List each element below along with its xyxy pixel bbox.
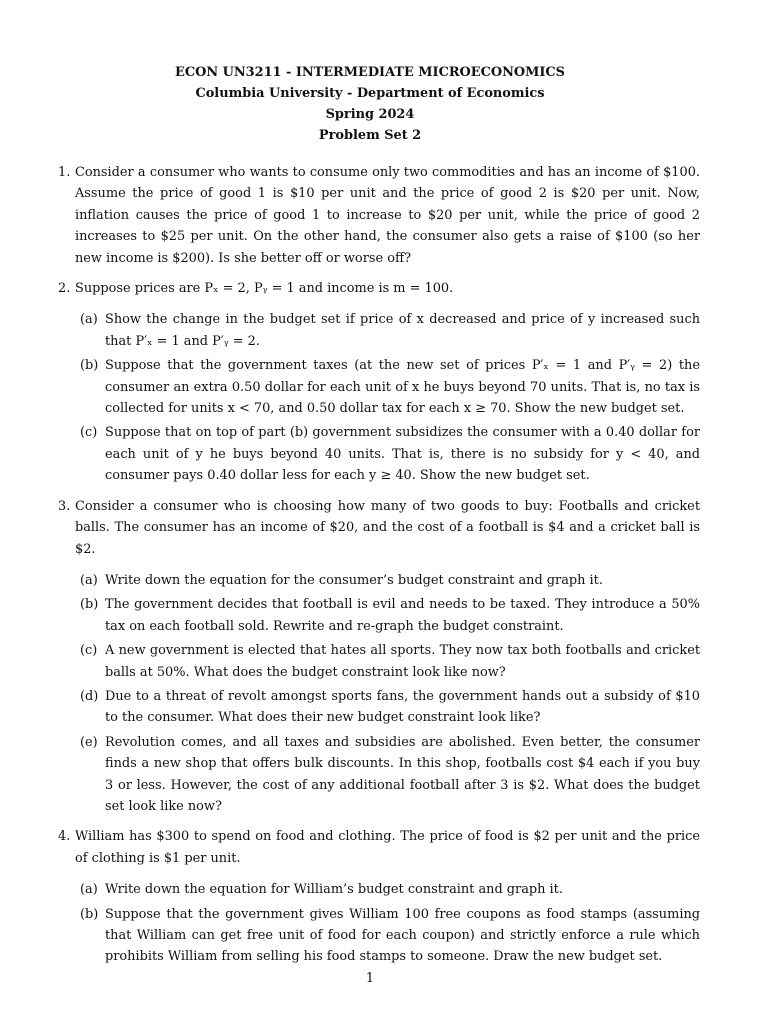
subpart-label: (b) xyxy=(80,358,99,374)
term: Spring 2024 xyxy=(325,107,415,122)
subpart-text: Write down the equation for the consumer’s budget constraint and graph it. xyxy=(105,572,603,588)
problem-text: Consider a consumer who wants to consume only two commodities and has an income of $100. Assume the price of good 1 is $10 per unit and the price of good 2 is $20 per unit. Now, inflation causes the price of good 1 to increase to $20 per unit, while the price of good 2 increases to $25 per unit. On the other hand, the consumer also gets a raise of $100 (so her new income is $200). Is she better off or worse off? xyxy=(75,165,700,266)
subpart-text: Show the change in the budget set if price of x decreased and price of y increased such that P′ₓ = 1 and P′ᵧ = 2. xyxy=(105,312,700,349)
problem-1 xyxy=(58,162,700,269)
subpart-label: (a) xyxy=(80,572,98,588)
subpart-label: (a) xyxy=(80,312,98,328)
subpart-text: Write down the equation for William’s budget constraint and graph it. xyxy=(105,882,563,898)
problem-text: Consider a consumer who is choosing how many of two goods to buy: Footballs and cricket balls. The consumer has an income of $20, and the cost of a football is $4 and a cricket ball is $2. xyxy=(75,498,700,557)
subpart-label: (a) xyxy=(80,882,98,898)
subpart-text: The government decides that football is evil and needs to be taxed. They introduce a 50% tax on each football sold. Rewrite and re-graph the budget constraint. xyxy=(105,597,700,634)
subpart-list xyxy=(75,309,700,486)
university-name: Columbia University - Department of Economics xyxy=(195,86,545,101)
problem-number: 2. xyxy=(58,281,71,297)
title-block xyxy=(0,62,740,146)
course-title: ECON UN3211 - INTERMEDIATE MICROECONOMICS xyxy=(175,65,565,80)
subpart-text: A new government is elected that hates all sports. They now tax both footballs and cricket balls at 50%. What does the budget constraint look like now? xyxy=(105,643,700,680)
page-number: 1 xyxy=(365,971,375,986)
subpart-label: (b) xyxy=(80,906,99,922)
subpart-2a xyxy=(75,309,700,352)
subpart-text: Suppose that the government taxes (at the new set of prices P′ₓ = 1 and P′ᵧ = 2) the consumer an extra 0.50 dollar for each unit of x he buys beyond 70 units. That is, no tax is collected for units x < 70, and 0.50 dollar tax for each x ≥ 70. Show the new budget set. xyxy=(105,358,700,417)
subpart-2b xyxy=(75,355,700,419)
subpart-label: (c) xyxy=(80,425,98,441)
problem-number: 1. xyxy=(58,165,71,180)
subpart-label: (c) xyxy=(80,643,98,659)
subpart-list xyxy=(75,879,700,968)
problem-number: 3. xyxy=(58,498,71,514)
subpart-label: (d) xyxy=(80,688,99,704)
subpart-2c xyxy=(75,422,700,486)
subpart-4b xyxy=(75,904,700,968)
problem-3 xyxy=(58,496,700,818)
problem-text: Suppose prices are Pₓ = 2, Pᵧ = 1 and income is m = 100. xyxy=(75,281,454,297)
problem-set-title: Problem Set 2 xyxy=(318,128,422,143)
subpart-text: Suppose that on top of part (b) government subsidizes the consumer with a 0.40 dollar for each unit of y he buys beyond 40 units. That is, there is no subsidy for y < 40, and consumer pays 0.40 dollar less for each y ≥ 40. Show the new budget set. xyxy=(105,425,700,484)
subpart-3b xyxy=(75,594,700,637)
problem-number: 4. xyxy=(58,829,71,845)
subpart-3d xyxy=(75,686,700,729)
problem-2 xyxy=(58,278,700,487)
subpart-label: (e) xyxy=(80,734,98,750)
subpart-text: Suppose that the government gives William 100 free coupons as food stamps (assuming that William can get free unit of food for each coupon) and strictly enforce a rule which prohibits William from selling his food stamps to someone. Draw the new budget set. xyxy=(105,906,700,965)
subpart-list xyxy=(75,570,700,817)
problem-list xyxy=(58,162,700,977)
subpart-text: Revolution comes, and all taxes and subsidies are abolished. Even better, the consumer finds a new shop that offers bulk discounts. In this shop, footballs cost $4 each if you buy 3 or less. However, the cost of any additional football after 3 is $2. What does the budget set look like now? xyxy=(105,734,700,814)
subpart-4a xyxy=(75,879,700,900)
subpart-label: (b) xyxy=(80,597,99,613)
problem-text: William has $300 to spend on food and clothing. The price of food is $2 per unit and the price of clothing is $1 per unit. xyxy=(75,829,700,866)
subpart-3e xyxy=(75,732,700,818)
subpart-3a xyxy=(75,570,700,591)
subpart-text: Due to a threat of revolt amongst sports fans, the government hands out a subsidy of $10 to the consumer. What does their new budget constraint look like? xyxy=(105,688,700,726)
subpart-3c xyxy=(75,640,700,683)
problem-4 xyxy=(58,826,700,967)
